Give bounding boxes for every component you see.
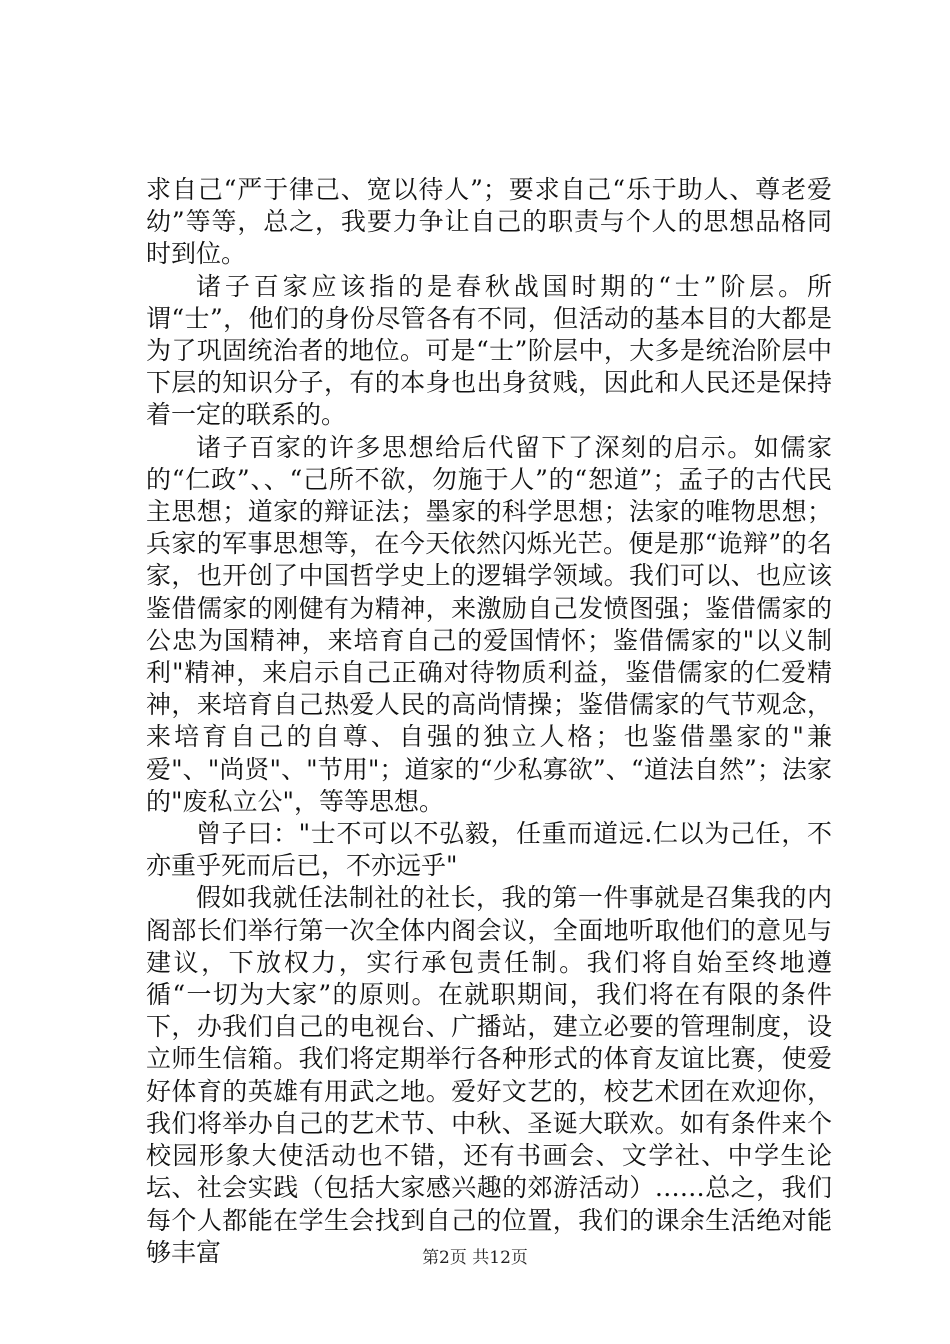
paragraph-2: 诸子百家应该指的是春秋战国时期的“士”阶层。所谓“士”，他们的身份尽管各有不同，但活动的基本目的大都是为了巩固统治者的地位。可是“士”阶层中，大多是统治阶层中下层的知识分子，有的本身也出身贫贱，因此和人民还是保持着一定的联系的。 xyxy=(146,271,832,430)
document-body xyxy=(146,174,832,1269)
page-number-footer: 第2页 共12页 xyxy=(422,1248,528,1268)
paragraph-1: 求自己“严于律己、宽以待人”；要求自己“乐于助人、尊老爱幼”等等，总之，我要力争让自己的职责与个人的思想品格同时到位。 xyxy=(146,175,832,269)
paragraph-3: 诸子百家的许多思想给后代留下了深刻的启示。如儒家的“仁政”、、“己所不欲，勿施于人”的“恕道”；孟子的古代民主思想；道家的辩证法；墨家的科学思想；法家的唯物思想；兵家的军事思想等，在今天依然闪烁光芒。便是那“诡辩”的名家，也开创了中国哲学史上的逻辑学领域。我们可以、也应该鉴借儒家的刚健有为精神，来激励自己发愤图强；鉴借儒家的公忠为国精神，来培育自己的爱国情怀；鉴借儒家的"以义制利"精神，来启示自己正确对待物质利益，鉴借儒家的仁爱精神，来培育自己热爱人民的高尚情操；鉴借儒家的气节观念，来培育自己的自尊、自强的独立人格；也鉴借墨家的"兼爱"、"尚贤"、"节用"；道家的“少私寡欲”、“道法自然”；法家的"废私立公"，等等思想。 xyxy=(146,432,832,816)
paragraph-4: 曾子曰："士不可以不弘毅，任重而道远.仁以为己任，不亦重乎死而后已，不亦远乎" xyxy=(146,819,832,881)
paragraph-5: 假如我就任法制社的社长，我的第一件事就是召集我的内阁部长们举行第一次全体内阁会议，全面地听取他们的意见与建议，下放权力，实行承包责任制。我们将自始至终地遵循“一切为大家”的原则。在就职期间，我们将在有限的条件下，办我们自己的电视台、广播站，建立必要的管理制度，设立师生信箱。我们将定期举行各种形式的体育友谊比赛，使爱好体育的英雄有用武之地。爱好文艺的，校艺术团在欢迎你，我们将举办自己的艺术节、中秋、圣诞大联欢。如有条件来个校园形象大使活动也不错，还有书画会、文学社、中学生论坛、社会实践（包括大家感兴趣的郊游活动）……总之，我们每个人都能在学生会找到自己的位置，我们的课余生活绝对能够丰富 xyxy=(146,883,832,1267)
